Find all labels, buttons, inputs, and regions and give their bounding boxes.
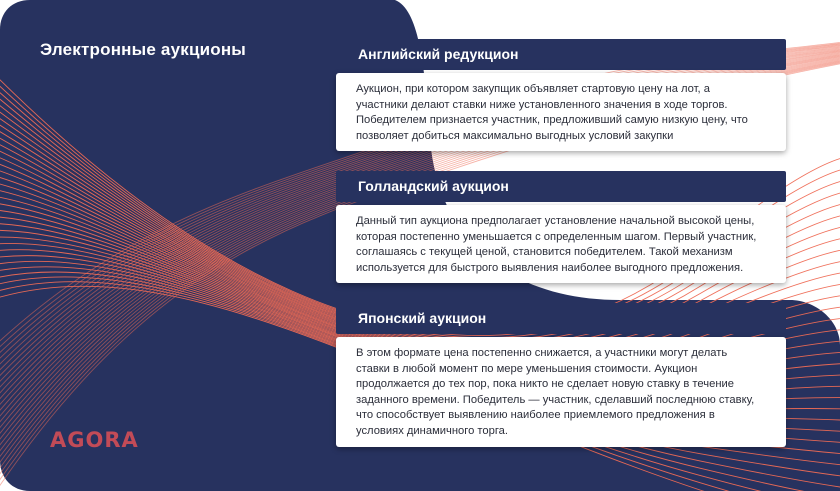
card-text: В этом формате цена постепенно снижается, а участники могут делать ставки в любой момент по мере уменьшения стоимости. Аукцион продолжается до тех пор, пока никто не сделает новую ставку в течение заданного времени. Победитель — участник, сделавший последнюю ставку, что способствует выявлению наиболее приемлемого предложения в условиях динамичного торга. <box>336 337 786 447</box>
card-text: Аукцион, при котором закупщик объявляет стартовую цену на лот, а участники делают ставки ниже установленного значения в ходе торгов. Победителем признается участник, предложивший самую низкую цену, что позволяет добиться максимально выгодных условий закупки <box>336 73 786 151</box>
page-title: Электронные аукционы <box>40 40 247 59</box>
card-japanese-auction <box>336 303 786 447</box>
card-title: Японский аукцион <box>336 303 786 334</box>
card-title: Голландский аукцион <box>336 171 786 202</box>
agora-logo: AGORA <box>50 428 139 452</box>
card-text: Данный тип аукциона предполагает установление начальной высокой цены, которая постепенно уменьшается с определенным шагом. Первый участник, соглашаясь с текущей ценой, становится победителем. Такой механизм используется для быстрого выявления наиболее выгодного предложения. <box>336 205 786 283</box>
card-title: Английский редукцион <box>336 39 786 70</box>
card-english-reduction <box>336 39 786 151</box>
card-dutch-auction <box>336 171 786 283</box>
